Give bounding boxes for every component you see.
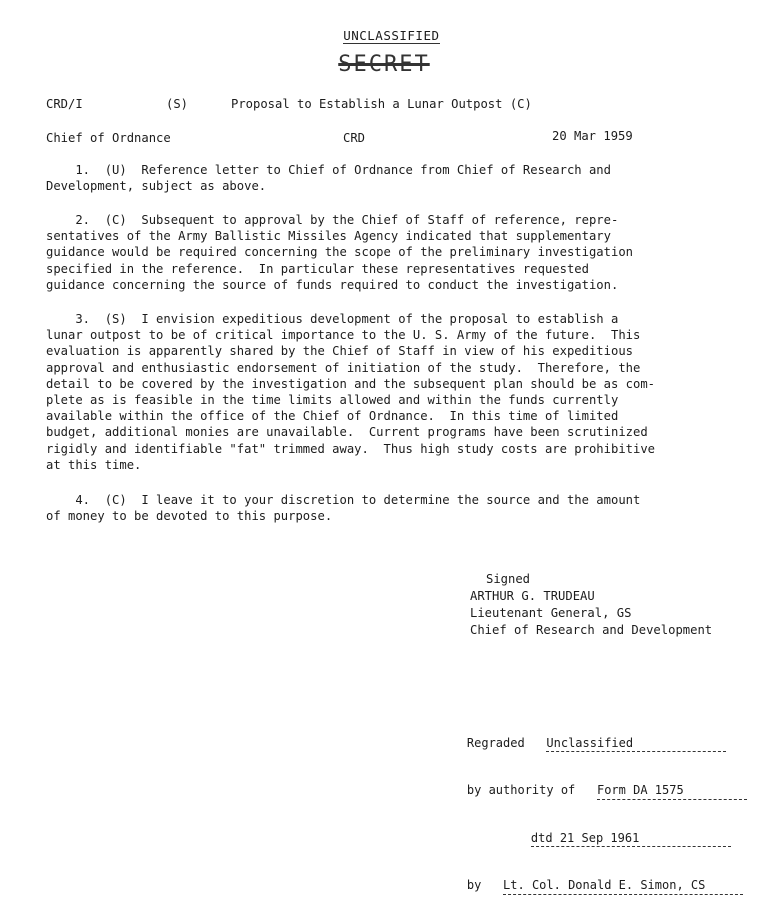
paragraph-line: approval and enthusiastic endorsement of initiation of the study. Therefore, the — [46, 360, 641, 375]
paragraph-3 — [46, 311, 726, 473]
paragraph-line: detail to be covered by the investigation and the subsequent plan should be as com- — [46, 376, 656, 391]
paragraph-line: guidance would be required concerning the scope of the preliminary investigation — [46, 245, 633, 260]
paragraph-1 — [46, 162, 726, 194]
paragraph-line: evaluation is apparently shared by the Chief of Staff in view of his expeditious — [46, 344, 633, 359]
header-ref: CRD/I — [46, 97, 83, 111]
paragraph-line: 1. (U) Reference letter to Chief of Ordnance from Chief of Research and — [46, 163, 611, 177]
paragraph-line: available within the office of the Chief of Ordnance. In this time of limited — [46, 409, 619, 424]
regrade-value: Unclassified — [546, 736, 726, 753]
signature-rank: Lieutenant General, GS — [470, 606, 632, 620]
header-subject: Proposal to Establish a Lunar Outpost (C) — [231, 97, 532, 111]
signature-title: Chief of Research and Development — [470, 623, 713, 637]
dtd-value: 21 Sep 1961 — [559, 830, 640, 845]
paragraph-line: sentatives of the Army Ballistic Missiles Agency indicated that supplementary — [46, 229, 611, 244]
paragraph-4 — [46, 492, 726, 524]
authority-label: by authority of — [466, 783, 576, 797]
by-label: by — [466, 878, 482, 892]
paragraph-line: 4. (C) I leave it to your discretion to determine the source and the amount — [46, 493, 641, 507]
classification-struck-secret: SECRET — [338, 52, 430, 77]
paragraph-line: budget, additional monies are unavailable. Current programs have been scrutinized — [46, 425, 648, 440]
paragraph-line: of money to be devoted to this purpose. — [46, 509, 333, 524]
paragraph-line: specified in the reference. In particular these representatives requested — [46, 261, 589, 276]
paragraph-line: Development, subject as above. — [46, 179, 267, 194]
paragraph-line: guidance concerning the source of funds required to conduct the investigation. — [46, 277, 619, 292]
paragraph-line: at this time. — [46, 457, 142, 472]
paragraph-line: 3. (S) I envision expeditious development of the proposal to establish a — [46, 312, 619, 326]
paragraph-2 — [46, 212, 726, 293]
authority-value: Form DA 1575 — [597, 783, 747, 800]
by-value: Lt. Col. Donald E. Simon, CS — [503, 878, 743, 895]
regrade-label: Regraded — [466, 735, 525, 750]
header-to: Chief of Ordnance — [46, 131, 171, 145]
paragraph-line: plete as is feasible in the time limits allowed and within the funds currently — [46, 393, 619, 408]
paragraph-line: 2. (C) Subsequent to approval by the Chief of Staff of reference, repre- — [46, 213, 619, 227]
classification-unclassified: UNCLASSIFIED — [343, 28, 440, 43]
dtd-label: dtd — [530, 830, 553, 845]
classification-stamp — [0, 14, 768, 91]
signature-name: ARTHUR G. TRUDEAU — [470, 589, 595, 603]
regrade-stamp — [420, 720, 747, 910]
header-marking: (S) — [166, 97, 189, 111]
signature-status: Signed — [486, 572, 531, 586]
paragraph-line: rigidly and identifiable "fat" trimmed away. Thus high study costs are prohibitive — [46, 441, 656, 456]
paragraph-line: lunar outpost to be of critical importance to the U. S. Army of the future. This — [46, 328, 641, 343]
signature-block — [470, 571, 712, 639]
header-from: CRD — [343, 131, 366, 145]
header-date: 20 Mar 1959 — [552, 129, 633, 143]
